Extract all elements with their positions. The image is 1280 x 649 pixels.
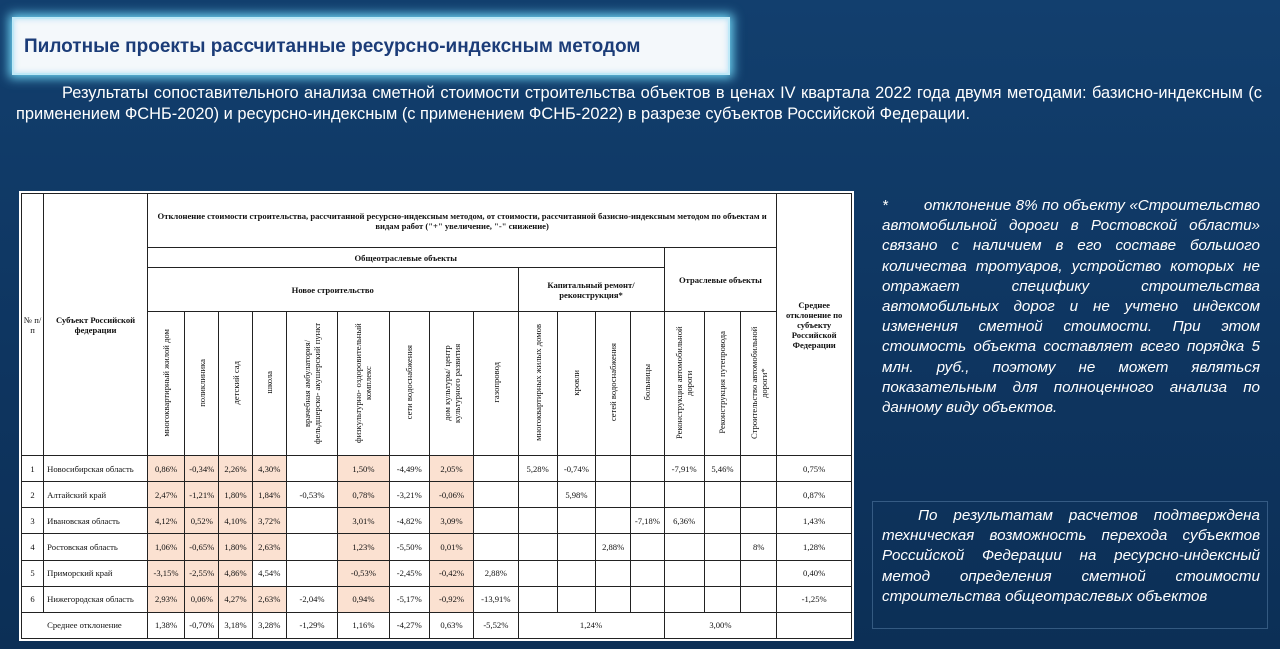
new-construction-header: Новое строительство [147, 268, 518, 312]
deviation-cell: 1,84% [252, 482, 286, 508]
deviation-cell [596, 560, 631, 586]
deviation-cell [474, 534, 518, 560]
col-cr-roofs: кровли [557, 312, 595, 456]
subject-average-cell: 0,87% [777, 482, 852, 508]
col-road-construction: Строительство автомобильной дороги* [741, 312, 777, 456]
table-row [22, 508, 852, 534]
table-row [22, 586, 852, 612]
deviation-cell: 0,06% [185, 586, 219, 612]
col-road-reconstruction: Реконструкция автомобильной дороги [664, 312, 704, 456]
deviation-cell: 4,30% [252, 456, 286, 482]
deviation-cell [557, 560, 595, 586]
deviation-cell: -7,18% [631, 508, 664, 534]
footnote-star: * [882, 197, 888, 214]
deviation-cell: -0,53% [286, 482, 337, 508]
deviation-cell [474, 508, 518, 534]
deviation-cell [474, 456, 518, 482]
deviation-header: Отклонение стоимости строительства, рассчитанной ресурсно-индексным методом, от стоимости, рассчитанной базисно-индексным методом по объектам и видам работ ("+" увеличение, "-" снижение) [147, 194, 776, 248]
subject-name: Алтайский край [44, 482, 148, 508]
col-water-networks: сети водоснабжения [389, 312, 429, 456]
average-row [22, 612, 852, 638]
deviation-cell [664, 482, 704, 508]
deviation-cell [631, 560, 664, 586]
average-cell: 0,63% [429, 612, 473, 638]
deviation-cell [286, 508, 337, 534]
deviation-cell: 2,93% [147, 586, 184, 612]
deviation-cell [596, 456, 631, 482]
deviation-cell: -0,42% [429, 560, 473, 586]
deviation-cell: 5,28% [518, 456, 557, 482]
table-row [22, 482, 852, 508]
deviation-cell [741, 560, 777, 586]
deviation-cell [741, 482, 777, 508]
deviation-cell: 5,98% [557, 482, 595, 508]
deviation-cell [557, 508, 595, 534]
col-cr-apartment-buildings: многоквартирных жилых домов [518, 312, 557, 456]
conclusion-text: По результатам расчетов подтверждена техническая возможность перехода субъектов Российской Федерации на ресурсно-индексный метод определения сметной стоимости строительства общеотраслевых объектов [882, 507, 1260, 605]
row-number: 4 [22, 534, 44, 560]
row-number: 1 [22, 456, 44, 482]
col-sports-complex: физкультурно- оздоровительный комплекс [338, 312, 389, 456]
col-header-average: Среднее отклонение по субъекту Российской Федерации [777, 194, 852, 456]
industry-average: 3,00% [664, 612, 777, 638]
subject-name: Приморский край [44, 560, 148, 586]
subject-average-cell: 1,28% [777, 534, 852, 560]
deviation-cell: 1,06% [147, 534, 184, 560]
deviation-cell: -2,04% [286, 586, 337, 612]
deviation-cell [518, 508, 557, 534]
footnote-road-deviation [882, 196, 1260, 418]
col-overpass-reconstruction: Реконструкция путепровода [704, 312, 740, 456]
deviation-cell: 4,27% [219, 586, 252, 612]
deviation-cell: 1,80% [219, 482, 252, 508]
intro-text: Результаты сопоставительного анализа сметной стоимости строительства объектов в ценах IV квартала 2022 года двумя методами: базисно-индексным (с применением ФСНБ-2020) и ресурсно-индексным (с применением ФСНБ-2022) в разрезе субъектов Российской Федерации. [16, 84, 1262, 123]
average-cell: 3,28% [252, 612, 286, 638]
deviation-cell [704, 508, 740, 534]
deviation-cell [631, 586, 664, 612]
deviation-cell [286, 456, 337, 482]
deviation-cell: -0,06% [429, 482, 473, 508]
deviation-cell: 4,54% [252, 560, 286, 586]
deviation-cell: -5,17% [389, 586, 429, 612]
deviation-cell: 4,10% [219, 508, 252, 534]
deviation-cell: 1,80% [219, 534, 252, 560]
table-row [22, 534, 852, 560]
deviation-cell [518, 534, 557, 560]
col-cr-hospitals: больницы [631, 312, 664, 456]
col-culture-house: дом культуры/ центр культурного развития [429, 312, 473, 456]
average-cell: -1,29% [286, 612, 337, 638]
comparison-table-container [19, 191, 854, 641]
deviation-cell: -2,55% [185, 560, 219, 586]
deviation-cell: -0,74% [557, 456, 595, 482]
deviation-cell [664, 560, 704, 586]
slide-title: Пилотные проекты рассчитанные ресурсно-индексным методом [24, 36, 641, 57]
row-number: 6 [22, 586, 44, 612]
table-row [22, 456, 852, 482]
table-body [22, 456, 852, 639]
deviation-cell [518, 560, 557, 586]
deviation-cell: -5,50% [389, 534, 429, 560]
deviation-cell: 0,52% [185, 508, 219, 534]
deviation-cell: 6,36% [664, 508, 704, 534]
deviation-cell: -3,21% [389, 482, 429, 508]
deviation-cell: -4,49% [389, 456, 429, 482]
row-number: 2 [22, 482, 44, 508]
col-ambulatory: врачебная амбулатория/ фельдшерско- акушерский пункт [286, 312, 337, 456]
deviation-cell [631, 482, 664, 508]
deviation-cell: 0,01% [429, 534, 473, 560]
deviation-cell: 2,47% [147, 482, 184, 508]
average-cell: 1,16% [338, 612, 389, 638]
row-number: 5 [22, 560, 44, 586]
deviation-cell: -2,45% [389, 560, 429, 586]
deviation-cell [741, 586, 777, 612]
industry-objects-header: Отраслевые объекты [664, 248, 777, 312]
deviation-cell: -13,91% [474, 586, 518, 612]
col-header-subject: Субъект Российской федерации [44, 194, 148, 456]
deviation-cell: 4,12% [147, 508, 184, 534]
average-empty-cell [777, 612, 852, 638]
deviation-cell: 5,46% [704, 456, 740, 482]
deviation-cell [704, 586, 740, 612]
average-row-label: Среднее отклонение [22, 612, 148, 638]
subject-average-cell: -1,25% [777, 586, 852, 612]
deviation-cell: -7,91% [664, 456, 704, 482]
deviation-cell [596, 508, 631, 534]
deviation-cell: -0,65% [185, 534, 219, 560]
deviation-cell: 2,05% [429, 456, 473, 482]
average-cell: -0,70% [185, 612, 219, 638]
col-polyclinic: поликлиника [185, 312, 219, 456]
subject-name: Нижегородская область [44, 586, 148, 612]
col-header-num: № п/п [22, 194, 44, 456]
deviation-cell: 2,26% [219, 456, 252, 482]
deviation-cell [518, 482, 557, 508]
deviation-cell [557, 586, 595, 612]
comparison-table [21, 193, 852, 639]
deviation-cell: 2,63% [252, 586, 286, 612]
deviation-cell [704, 534, 740, 560]
deviation-cell: 3,72% [252, 508, 286, 534]
deviation-cell: 3,09% [429, 508, 473, 534]
col-gas-pipeline: газопровод [474, 312, 518, 456]
subject-name: Ростовская область [44, 534, 148, 560]
deviation-cell [741, 456, 777, 482]
row-number: 3 [22, 508, 44, 534]
average-cell: 1,38% [147, 612, 184, 638]
deviation-cell: 3,01% [338, 508, 389, 534]
footnote-text: отклонение 8% по объекту «Строительство автомобильной дороги в Ростовской области» связано с наличием в его составе большого количества тротуаров, устройство которых не отражает специфику строительства автомобильных дорог и не учтено индексом изменения сметной стоимости. При этом стоимость объекта составляет всего порядка 5 млн. руб., поэтому не может являться показательным для полноценного анализа по данному виду объектов. [882, 197, 1260, 417]
deviation-cell [741, 508, 777, 534]
deviation-cell: 2,88% [474, 560, 518, 586]
deviation-cell: -0,92% [429, 586, 473, 612]
capital-repair-header: Капитальный ремонт/реконструкция* [518, 268, 664, 312]
subject-average-cell: 1,43% [777, 508, 852, 534]
average-cell: -5,52% [474, 612, 518, 638]
deviation-cell [518, 586, 557, 612]
deviation-cell: -3,15% [147, 560, 184, 586]
deviation-cell: 1,50% [338, 456, 389, 482]
subject-name: Ивановская область [44, 508, 148, 534]
deviation-cell: -4,82% [389, 508, 429, 534]
deviation-cell [631, 534, 664, 560]
deviation-cell [704, 560, 740, 586]
col-kindergarten: детский сад [219, 312, 252, 456]
deviation-cell: 2,63% [252, 534, 286, 560]
col-cr-water-networks: сетей водоснабжения [596, 312, 631, 456]
deviation-cell: 0,94% [338, 586, 389, 612]
deviation-cell [596, 586, 631, 612]
average-cell: 3,18% [219, 612, 252, 638]
deviation-cell [664, 586, 704, 612]
deviation-cell [474, 482, 518, 508]
subject-name: Новосибирская область [44, 456, 148, 482]
table-row [22, 560, 852, 586]
deviation-cell [664, 534, 704, 560]
subject-average-cell: 0,40% [777, 560, 852, 586]
deviation-cell: -0,53% [338, 560, 389, 586]
deviation-cell [286, 534, 337, 560]
deviation-cell: 0,86% [147, 456, 184, 482]
deviation-cell [557, 534, 595, 560]
capital-repair-average: 1,24% [518, 612, 664, 638]
subject-average-cell: 0,75% [777, 456, 852, 482]
deviation-cell: 1,23% [338, 534, 389, 560]
col-apartment-building: многоквартирный жилой дом [147, 312, 184, 456]
deviation-cell: 0,78% [338, 482, 389, 508]
deviation-cell [631, 456, 664, 482]
deviation-cell [286, 560, 337, 586]
slide-title-box [12, 17, 730, 75]
average-cell: -4,27% [389, 612, 429, 638]
col-school: школа [252, 312, 286, 456]
deviation-cell: -1,21% [185, 482, 219, 508]
deviation-cell [596, 482, 631, 508]
deviation-cell [704, 482, 740, 508]
deviation-cell: 2,88% [596, 534, 631, 560]
general-objects-header: Общеотраслевые объекты [147, 248, 664, 268]
deviation-cell: -0,34% [185, 456, 219, 482]
deviation-cell: 4,86% [219, 560, 252, 586]
deviation-cell: 8% [741, 534, 777, 560]
